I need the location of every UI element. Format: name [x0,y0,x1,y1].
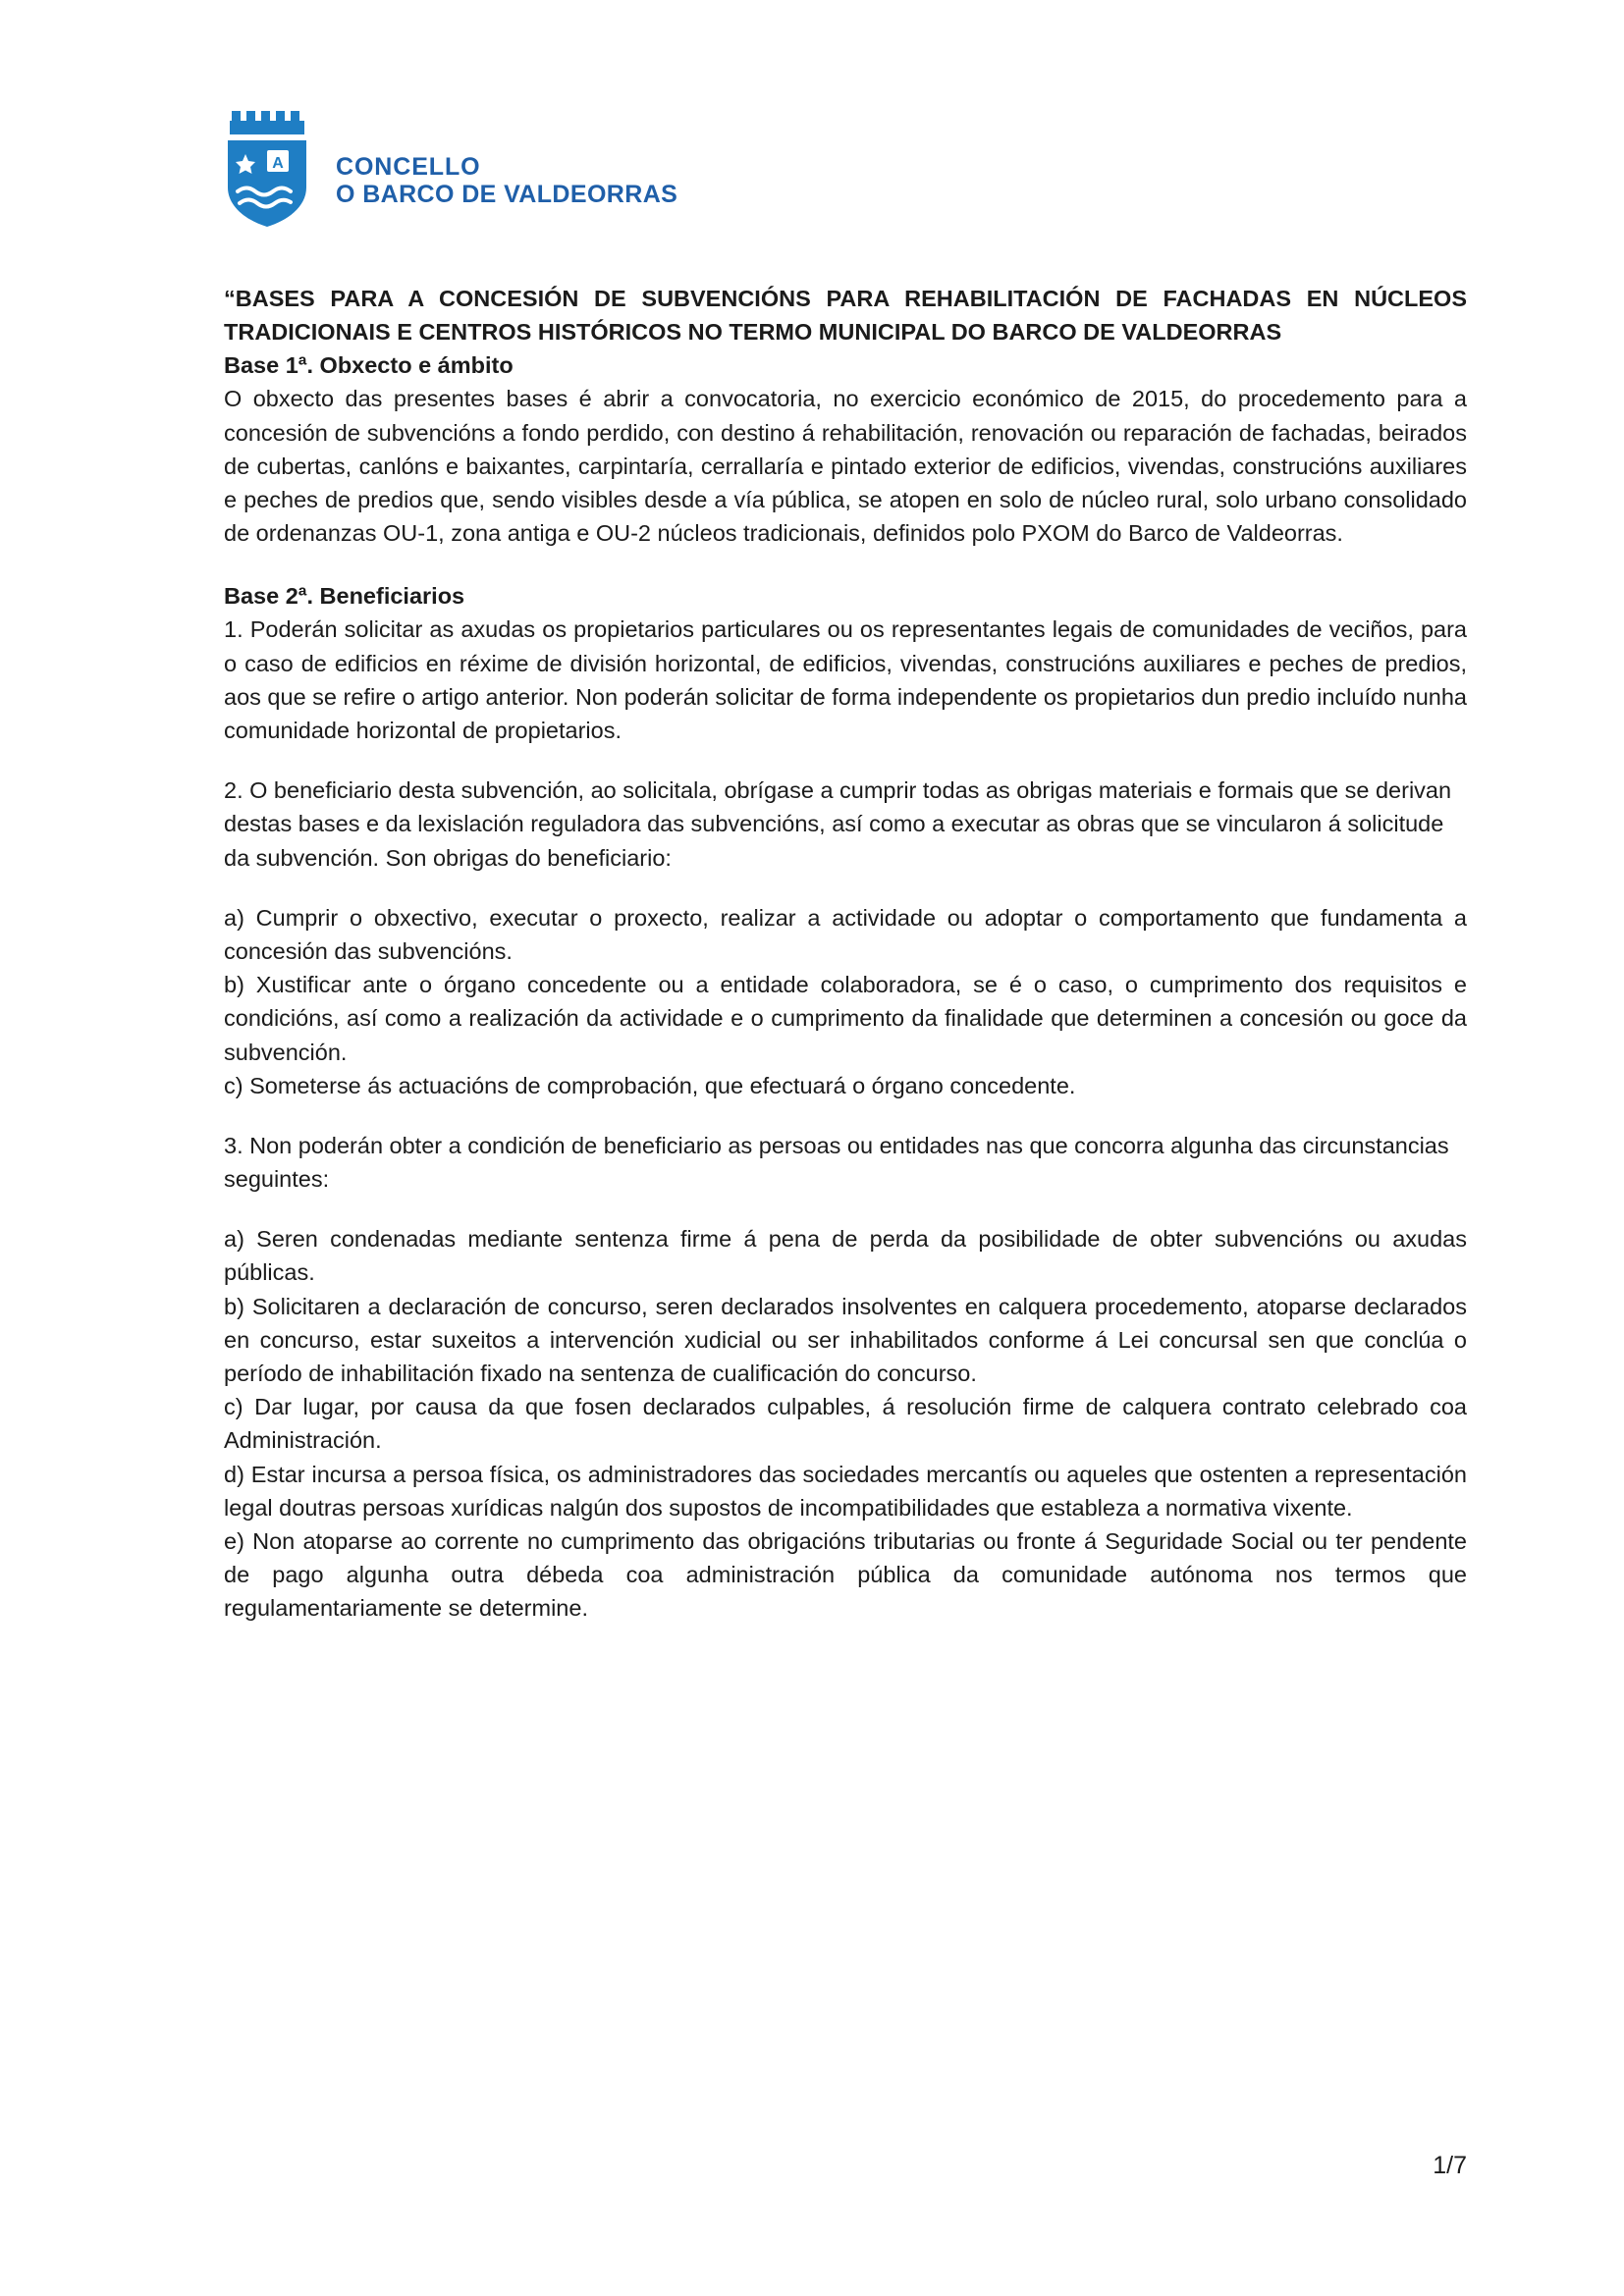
spacer [224,747,1467,774]
section-2-item-3a: a) Seren condenadas mediante sentenza firme á pena de perda da posibilidade de obter subvencións ou axudas públicas. [224,1226,1467,1286]
section-2-paragraph-1: 1. Poderán solicitar as axudas os propietarios particulares ou os representantes legais de comunidades de veciños, para o caso de edificios en réxime de división horizontal, de edificios, vivendas, construcións auxiliares e peches de predios, aos que se refire o artigo anterior. Non poderán solicitar de forma independente os propietarios dun predio incluído nunha comunidade horizontal de propietarios. [224,616,1467,743]
section-2-paragraph-3: 3. Non poderán obter a condición de beneficiario as persoas ou entidades nas que concorra algunha das circunstancias seguintes: [224,1132,1449,1193]
section-2-item-3b: b) Solicitaren a declaración de concurso, seren declarados insolventes en calquera procedemento, atoparse declarados en concurso, estar suxeitos a intervención xudicial ou ser inhabilitados conforme á Lei concursal sen que conclúa o período de inhabilitación fixado na sentenza de cualificación do concurso. [224,1293,1467,1386]
logo-line-concello: CONCELLO [336,153,481,181]
logo-text [336,124,677,208]
page-number: 1/7 [1433,2152,1467,2179]
section-2-item-3d: d) Estar incursa a persoa física, os administradores das sociedades mercantís ou aqueles que ostenten a representación legal doutras persoas xurídicas nalgún dos supostos de incompatibilidades que estableza a normativa vixente. [224,1461,1467,1521]
section-2-item-a: a) Cumprir o obxectivo, executar o proxecto, realizar a actividade ou adoptar o comportamento que fundamenta a concesión das subvencións. [224,904,1467,964]
spacer [224,1196,1467,1222]
section-2-item-3c: c) Dar lugar, por causa da que fosen declarados culpables, á resolución firme de calquera contrato celebrado coa Administración. [224,1394,1467,1454]
section-heading-base-2: Base 2ª. Beneficiarios [224,583,465,610]
document-body [224,282,1467,1626]
section-1-paragraph-1: O obxecto das presentes bases é abrir a convocatoria, no exercicio económico de 2015, do procedemento para a concesión de subvencións a fondo perdido, con destino á rehabilitación, renovación ou reparación de fachadas, beirados de cubertas, canlóns e baixantes, carpintaría, cerrallaría e pintado exterior de edificios, vivendas, construcións auxiliares e peches de predios que, sendo visibles desde a vía pública, se atopen en solo de núcleo rural, solo urbano consolidado de ordenanzas OU-1, zona antiga e OU-2 núcleos tradicionais, definidos polo PXOM do Barco de Valdeorras. [224,386,1467,547]
section-heading-base-1: Base 1ª. Obxecto e ámbito [224,352,514,379]
svg-text:A: A [272,155,284,172]
logo-line-municipality: O BARCO DE VALDEORRAS [336,181,678,208]
document-title: “BASES PARA A CONCESIÓN DE SUBVENCIÓNS PARA REHABILITACIÓN DE FACHADAS EN NÚCLEOS TRADICIONAIS E CENTROS HISTÓRICOS NO TERMO MUNICIPAL DO BARCO DE VALDEORRAS [224,286,1467,346]
section-2-item-3e: e) Non atoparse ao corrente no cumprimento das obrigacións tributarias ou fronte á Seguridade Social ou ter pendente de pago algunha outra débeda coa administración pública da comunidade autónoma nos termos que regulamentariamente se determine. [224,1527,1467,1622]
section-2-item-c: c) Someterse ás actuacións de comprobación, que efectuará o órgano concedente. [224,1072,1076,1098]
spacer [224,1102,1467,1129]
document-header [216,103,1467,229]
section-2-item-b: b) Xustificar ante o órgano concedente ou a entidade colaboradora, se é o caso, o cumprimento dos requisitos e condicións, así como a realización da actividade e o cumprimento da finalidade que determinen a concesión ou goce da subvención. [224,972,1467,1065]
section-2-paragraph-2: 2. O beneficiario desta subvención, ao solicitala, obrígase a cumprir todas as obrigas materiais e formais que se derivan destas bases e da lexislación reguladora das subvencións, así como a executar as obras que se vincularon á solicitude da subvención. Son obrigas do beneficiario: [224,777,1452,871]
spacer [224,550,1467,579]
spacer [224,875,1467,901]
municipal-crest-icon [216,103,318,229]
